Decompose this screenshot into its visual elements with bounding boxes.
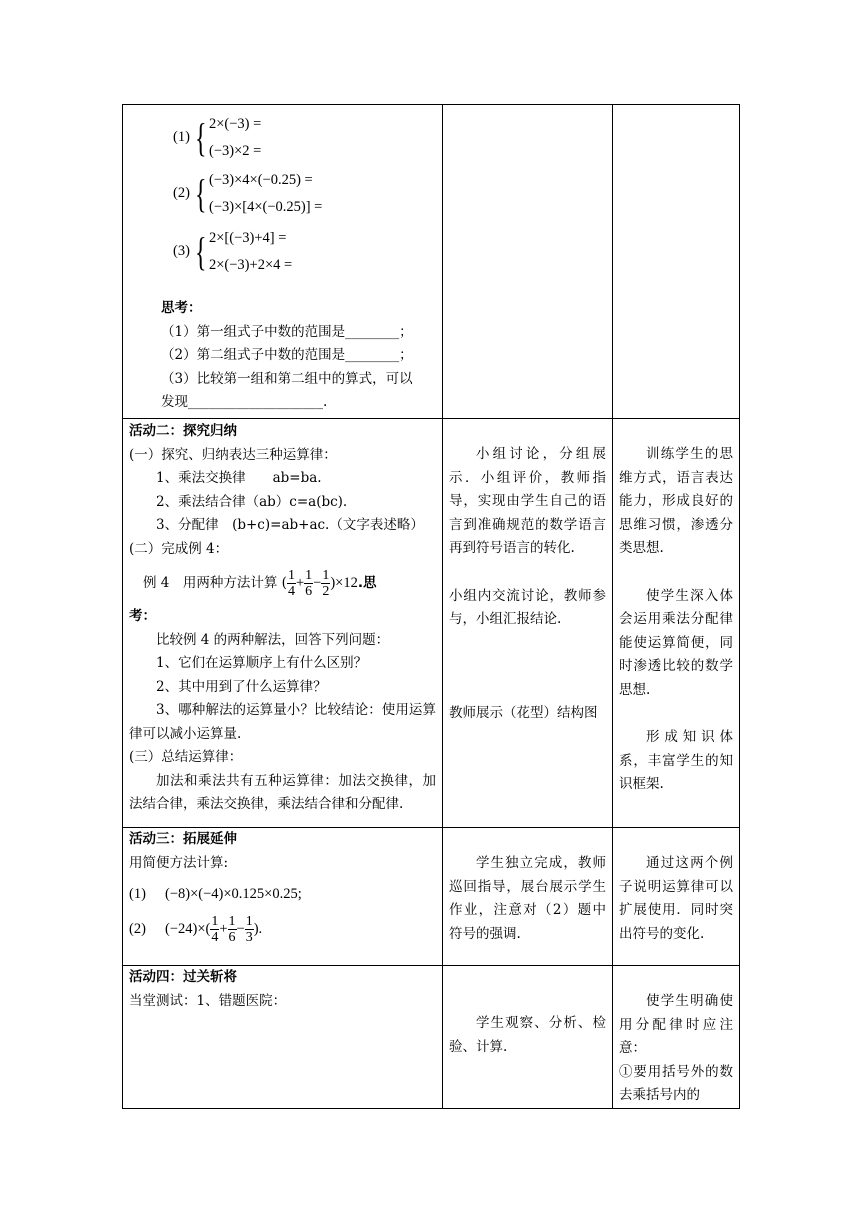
equation-group-1 xyxy=(173,111,436,165)
table-row xyxy=(123,966,740,1109)
law-associative: 2、乘法结合律（ab）c=a(bc). xyxy=(156,493,348,510)
question-item: 3、哪种解法的运算量小？比较结论：使用运算律可以减小运算量. xyxy=(129,702,436,742)
group-number: (1) xyxy=(173,129,190,146)
row1-content xyxy=(123,105,443,419)
equation-group-3 xyxy=(173,225,436,279)
row1-purpose-cell xyxy=(613,105,740,419)
equation-line: (−3)×2 = xyxy=(209,143,262,159)
law-distributive: 3、分配律 (b+c)=ab+ac.（文字表述略） xyxy=(156,517,424,533)
activity3-purpose-cell xyxy=(613,828,740,966)
question-intro: 比较例 4 的两种解法，回答下列问题： xyxy=(156,631,390,648)
activity4-title: 活动四：过关斩将 xyxy=(129,969,237,985)
fraction: $\frac{1}{4}$ xyxy=(211,914,219,946)
exercise-1: (1) (−8)×(−4)×0.125×0.25; xyxy=(129,886,302,902)
fraction: $\frac{1}{2}$ xyxy=(322,568,330,599)
design-purpose: 形成知识体系，丰富学生的知识框架. xyxy=(619,729,733,792)
activity2-purpose-cell xyxy=(613,419,740,828)
design-purpose: 使学生深入体会运用乘法分配律能使运算简便，同时渗透比较的数学思想. xyxy=(619,587,733,698)
think-heading: 思考： xyxy=(161,300,202,316)
fraction: $\frac{1}{6}$ xyxy=(228,914,236,946)
activity4-content xyxy=(123,966,443,1109)
left-brace-icon: { xyxy=(195,229,207,274)
example4-tail: )×12 xyxy=(330,575,358,591)
teacher-activity: 小组内交流讨论，教师参与，小组汇报结论. xyxy=(449,587,606,627)
activity2-content xyxy=(123,419,443,828)
activity3-content xyxy=(123,828,443,966)
teacher-activity: 学生独立完成，教师巡回指导，展台展示学生作业，注意对（2）题中符号的强调. xyxy=(449,855,606,942)
table-row xyxy=(123,419,740,828)
table-row xyxy=(123,828,740,966)
question-3-blank: 发现____________________. xyxy=(161,394,328,410)
table-row xyxy=(123,105,740,419)
equation-line: 2×[(−3)+4] = xyxy=(209,230,287,246)
question-1: （1）第一组式子中数的范围是________； xyxy=(161,323,413,340)
think-label-cont: 考： xyxy=(129,608,156,624)
fraction: $\frac{1}{6}$ xyxy=(305,568,313,599)
group-number: (2) xyxy=(173,185,190,202)
example4: 例 4 用两种方法计算 ( $\frac{1}{4}$ + $\frac{1}{6}$ − $\frac{1}{2}$ )×12.思 xyxy=(143,568,377,599)
activity4-intro: 当堂测试：1、错题医院： xyxy=(129,992,287,1009)
equation-line: (−3)×4×(−0.25) = xyxy=(209,172,313,188)
activity2-title: 活动二：探究归纳 xyxy=(129,423,237,439)
lesson-plan-table xyxy=(122,104,740,1109)
teacher-activity: 小组讨论，分组展示．小组评价，教师指导，实现由学生自己的语言到准确规范的数学语言再到符号语言的转化. xyxy=(449,446,606,556)
activity2-section1: (一）探究、归纳表达三种运算律： xyxy=(129,446,337,463)
activity4-teacher-cell xyxy=(443,966,613,1109)
fraction: $\frac{1}{3}$ xyxy=(245,914,253,946)
left-brace-icon: { xyxy=(195,115,207,160)
activity2-teacher-cell xyxy=(443,419,613,828)
exercise-2: (2) (−24)×( $\frac{1}{4}$ + $\frac{1}{6}$ − $\frac{1}{3}$ ). xyxy=(129,914,263,946)
equation-group-2 xyxy=(173,167,436,221)
question-item: 2、其中用到了什么运算律？ xyxy=(156,678,327,695)
law-commutative: 1、乘法交换律 ab=ba. xyxy=(156,470,322,486)
teacher-activity: 教师展示（花型）结构图 xyxy=(449,704,598,721)
example4-label: 例 4 用两种方法计算 ( xyxy=(143,575,287,591)
fraction: $\frac{1}{4}$ xyxy=(287,568,295,599)
equation-line: 2×(−3) = xyxy=(209,116,262,132)
summary-text: 加法和乘法共有五种运算律：加法交换律，加法结合律，乘法交换律，乘法结合律和分配律. xyxy=(129,772,436,812)
design-purpose: 训练学生的思维方式，语言表达能力，形成良好的思维习惯，渗透分类思想. xyxy=(619,446,733,556)
equation-line: (−3)×[4×(−0.25)] = xyxy=(209,199,323,215)
activity3-teacher-cell xyxy=(443,828,613,966)
activity2-section3: (三）总结运算律： xyxy=(129,749,243,765)
design-purpose: 通过这两个例子说明运算律可以扩展使用．同时突出符号的变化. xyxy=(619,855,733,942)
group-number: (3) xyxy=(173,243,190,260)
activity3-title: 活动三：拓展延伸 xyxy=(129,831,237,847)
design-purpose: ①要用括号外的数去乘括号内的 xyxy=(619,1063,733,1103)
activity3-intro: 用简便方法计算: xyxy=(129,854,229,871)
equation-line: 2×(−3)+2×4 = xyxy=(209,257,293,273)
question-3: （3）比较第一组和第二组中的算式，可以 xyxy=(161,370,413,387)
think-label: .思 xyxy=(357,575,377,591)
question-2: （2）第二组式子中数的范围是________； xyxy=(161,347,413,363)
left-brace-icon: { xyxy=(195,171,207,216)
design-purpose: 使学生明确使用分配律时应注意： xyxy=(619,993,733,1056)
activity4-purpose-cell xyxy=(613,966,740,1109)
teacher-activity: 学生观察、分析、检验、计算. xyxy=(449,1015,606,1055)
row1-teacher-cell xyxy=(443,105,613,419)
activity2-section2: (二）完成例 4： xyxy=(129,540,229,557)
question-item: 1、它们在运算顺序上有什么区别？ xyxy=(156,655,368,671)
